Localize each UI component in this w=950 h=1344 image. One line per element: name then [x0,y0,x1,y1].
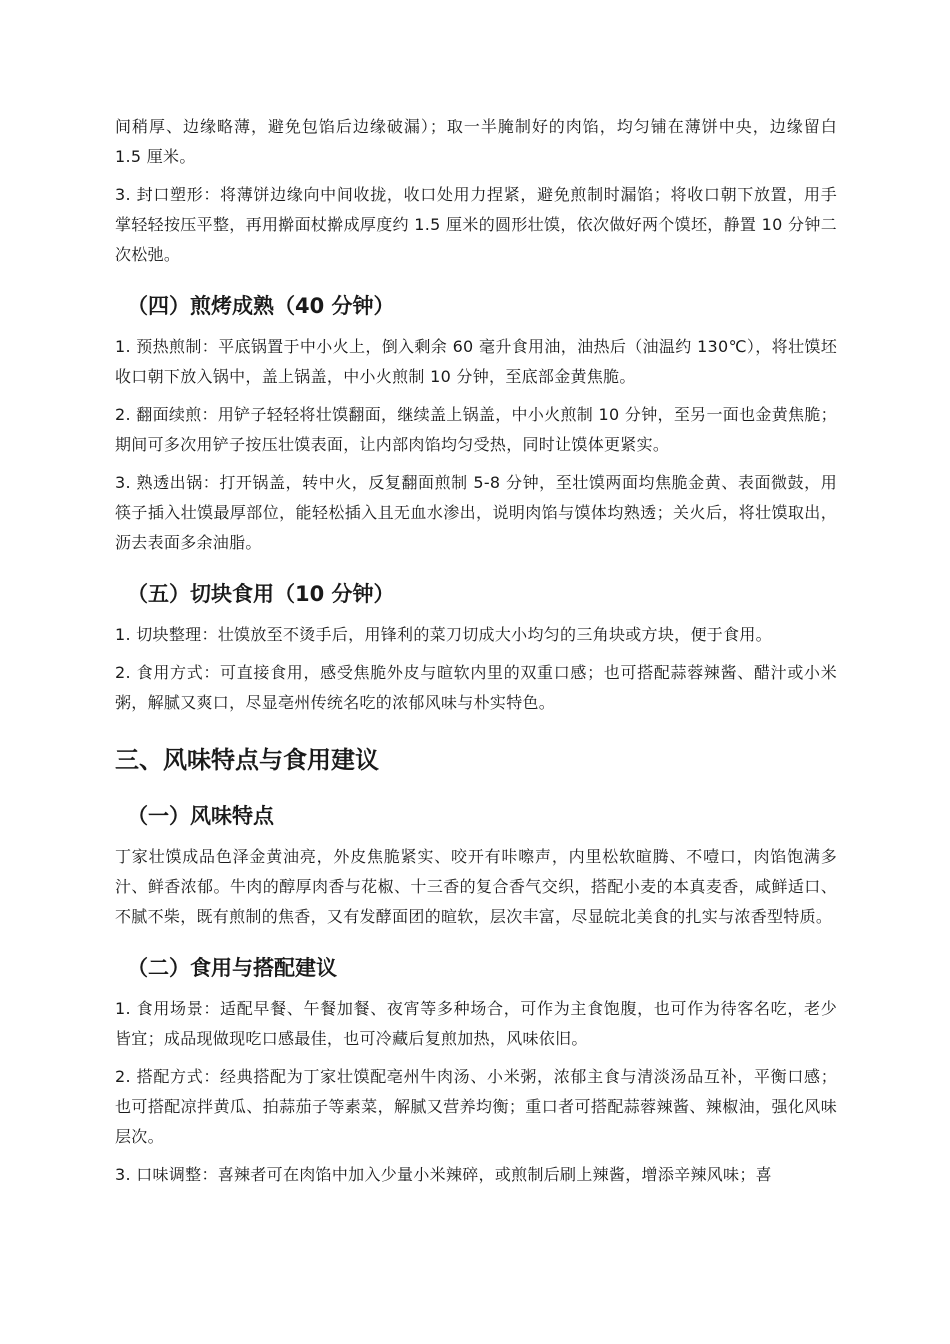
paragraph-preheat-fry: 1. 预热煎制：平底锅置于中小火上，倒入剩余 60 毫升食用油，油热后（油温约 130℃），将壮馍坯收口朝下放入锅中，盖上锅盖，中小火煎制 10 分钟，至底部金黄焦脆。 [115,337,837,386]
document-page [115,112,837,1198]
paragraph-cut: 1. 切块整理：壮馍放至不烫手后，用锋利的菜刀切成大小均匀的三角块或方块，便于食用。 [115,625,772,644]
paragraph-pairing: 2. 搭配方式：经典搭配为丁家壮馍配亳州牛肉汤、小米粥，浓郁主食与清淡汤品互补，平衡口感；也可搭配凉拌黄瓜、拍蒜茄子等素菜，解腻又营养均衡；重口者可搭配蒜蓉辣酱、辣椒油，强化风味层次。 [115,1067,837,1146]
heading-fry-bake: （四）煎烤成熟（40 分钟） [127,294,395,318]
paragraph-occasions: 1. 食用场景：适配早餐、午餐加餐、夜宵等多种场合，可作为主食饱腹，也可作为待客名吃，老少皆宜；成品现做现吃口感最佳，也可冷藏后复煎加热，风味依旧。 [115,999,837,1048]
paragraph-taste-adjust: 3. 口味调整：喜辣者可在肉馅中加入少量小米辣碎，或煎制后刷上辣酱，增添辛辣风味；喜 [115,1165,772,1184]
paragraph-eat-method: 2. 食用方式：可直接食用，感受焦脆外皮与暄软内里的双重口感；也可搭配蒜蓉辣酱、醋汁或小米粥，解腻又爽口，尽显亳州传统名吃的浓郁风味与朴实特色。 [115,663,837,712]
paragraph-flavor-desc: 丁家壮馍成品色泽金黄油亮，外皮焦脆紧实、咬开有咔嚓声，内里松软暄腾、不噎口，肉馅饱满多汁、鲜香浓郁。牛肉的醇厚肉香与花椒、十三香的复合香气交织，搭配小麦的本真麦香，咸鲜适口、不腻不柴，既有煎制的焦香，又有发酵面团的暄软，层次丰富，尽显皖北美食的扎实与浓香型特质。 [115,847,837,926]
paragraph-wrapping-intro: 间稍厚、边缘略薄，避免包馅后边缘破漏）；取一半腌制好的肉馅，均匀铺在薄饼中央，边缘留白 1.5 厘米。 [115,117,837,166]
heading-serving-suggestions: （二）食用与搭配建议 [127,956,337,980]
heading-cut-serve: （五）切块食用（10 分钟） [127,582,395,606]
paragraph-flip-fry: 2. 翻面续煎：用铲子轻轻将壮馍翻面，继续盖上锅盖，中小火煎制 10 分钟，至另一面也金黄焦脆；期间可多次用铲子按压壮馍表面，让内部肉馅均匀受热，同时让馍体更紧实。 [115,405,837,454]
paragraph-seal-shape: 3. 封口塑形：将薄饼边缘向中间收拢，收口处用力捏紧，避免煎制时漏馅；将收口朝下放置，用手掌轻轻按压平整，再用擀面杖擀成厚度约 1.5 厘米的圆形壮馍，依次做好两个馍坯，静置 10 分钟二次松弛。 [115,185,837,264]
paragraph-done-out: 3. 熟透出锅：打开锅盖，转中火，反复翻面煎制 5-8 分钟，至壮馍两面均焦脆金黄、表面微鼓，用筷子插入壮馍最厚部位，能轻松插入且无血水渗出，说明肉馅与馍体均熟透；关火后，将壮馍取出，沥去表面多余油脂。 [115,473,837,552]
heading-section-three: 三、风味特点与食用建议 [115,746,379,774]
heading-flavor-features: （一）风味特点 [127,804,274,828]
